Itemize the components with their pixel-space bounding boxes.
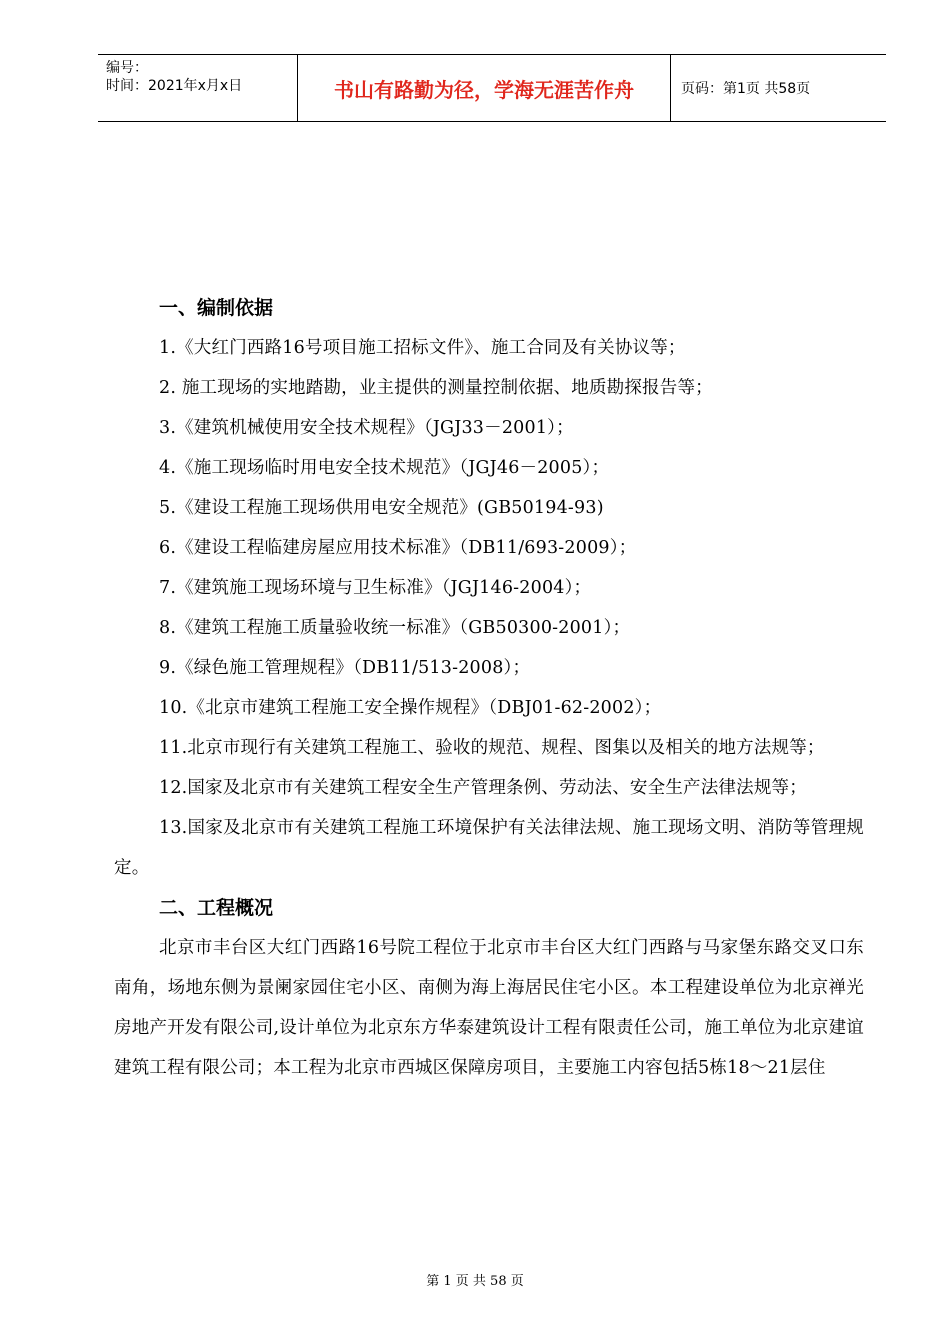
document-number-label: 编号： bbox=[106, 60, 148, 76]
section-heading-overview: 二、工程概况 bbox=[159, 897, 274, 919]
basis-item-7: 7.《建筑施工现场环境与卫生标准》（JGJ146-2004）； bbox=[159, 578, 592, 598]
basis-item-12: 12.国家及北京市有关建筑工程安全生产管理条例、劳动法、安全生产法律法规等； bbox=[159, 778, 807, 798]
page-footer: 第 1 页 共 58 页 bbox=[426, 1274, 524, 1289]
basis-item-8: 8.《建筑工程施工质量验收统一标准》（GB50300-2001）； bbox=[159, 618, 631, 638]
basis-item-4: 4.《施工现场临时用电安全技术规范》（JGJ46－2005）； bbox=[159, 458, 610, 478]
basis-item-13: 13.国家及北京市有关建筑工程施工环境保护有关法律法规、施工现场文明、消防等管理规定。 bbox=[114, 818, 864, 878]
header-motto: 书山有路勤为径，学海无涯苦作舟 bbox=[298, 55, 671, 121]
basis-item-6: 6.《建设工程临建房屋应用技术标准》（DB11/693-2009）； bbox=[159, 538, 637, 558]
basis-item-3: 3.《建筑机械使用安全技术规程》（JGJ33－2001）； bbox=[159, 418, 574, 438]
header-meta bbox=[98, 55, 298, 121]
basis-item-2: 2. 施工现场的实地踏勘，业主提供的测量控制依据、地质勘探报告等； bbox=[159, 378, 713, 398]
document-time: 时间：2021年x月x日 bbox=[106, 78, 243, 94]
basis-item-11: 11.北京市现行有关建筑工程施工、验收的规范、规程、图集以及相关的地方法规等； bbox=[159, 738, 825, 758]
basis-item-5: 5.《建设工程施工现场供用电安全规范》(GB50194-93) bbox=[159, 498, 604, 518]
basis-item-1: 1.《大红门西路16号项目施工招标文件》、施工合同及有关协议等； bbox=[159, 338, 686, 358]
document-header bbox=[98, 54, 886, 122]
section-heading-basis: 一、编制依据 bbox=[159, 297, 274, 319]
basis-item-10: 10.《北京市建筑工程施工安全操作规程》（DBJ01-62-2002）； bbox=[159, 698, 662, 718]
header-page-info: 页码：第1页 共58页 bbox=[681, 81, 811, 97]
overview-paragraph: 北京市丰台区大红门西路16号院工程位于北京市丰台区大红门西路与马家堡东路交叉口东南角，场地东侧为景阑家园住宅小区、南侧为海上海居民住宅小区。本工程建设单位为北京禅光房地产开发有限公司,设计单位为北京东方华泰建筑设计工程有限责任公司，施工单位为北京建谊建筑工程有限公司；本工程为北京市西城区保障房项目，主要施工内容包括5栋18～21层住 bbox=[114, 938, 864, 1078]
basis-item-9: 9.《绿色施工管理规程》（DB11/513-2008）； bbox=[159, 658, 531, 678]
document-body bbox=[114, 288, 864, 1088]
